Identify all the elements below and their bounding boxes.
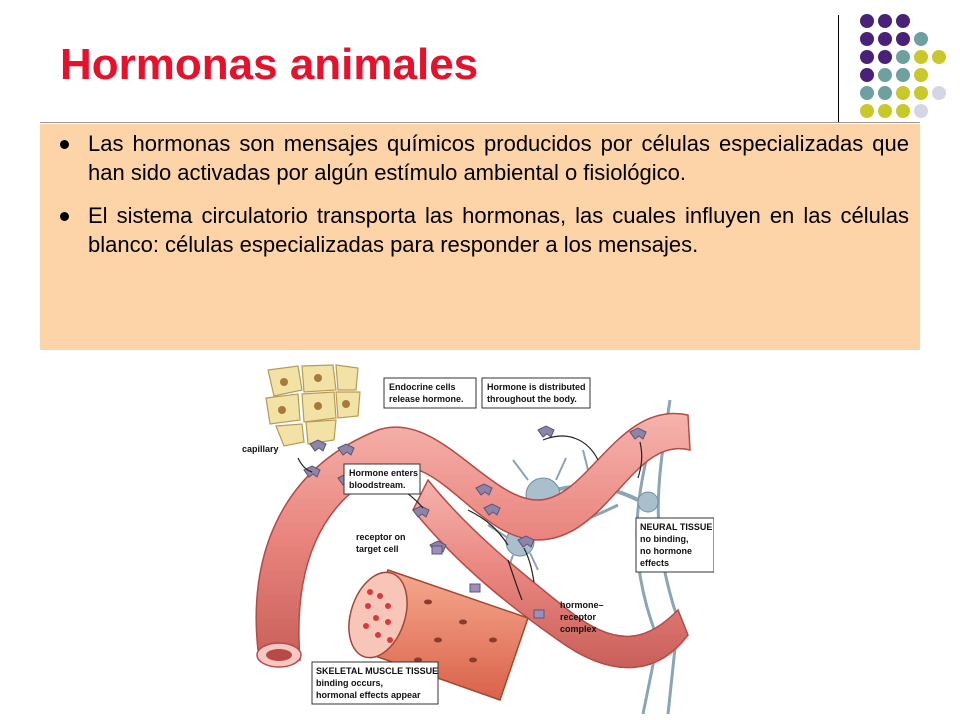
deco-dot bbox=[878, 68, 892, 82]
label-enters bbox=[344, 464, 420, 494]
deco-dot bbox=[878, 50, 892, 64]
label-neural-line1: NEURAL TISSUE bbox=[640, 522, 713, 532]
label-distributed-line2: throughout the body. bbox=[487, 394, 577, 404]
label-neural-line3: no hormone bbox=[640, 546, 692, 556]
header-vertical-divider bbox=[838, 15, 839, 123]
label-complex-line1: hormone– bbox=[560, 600, 604, 610]
deco-dot bbox=[878, 104, 892, 118]
bullet-item bbox=[88, 201, 909, 259]
label-muscle-line2: binding occurs, bbox=[316, 678, 384, 688]
endocrine-cells bbox=[266, 365, 360, 446]
decorative-dot-grid bbox=[850, 14, 950, 124]
deco-dot bbox=[878, 32, 892, 46]
deco-dot bbox=[860, 86, 874, 100]
bullet-dot bbox=[60, 140, 69, 149]
deco-dot bbox=[860, 50, 874, 64]
bullet-dot bbox=[60, 212, 69, 221]
deco-dot bbox=[878, 14, 892, 28]
label-muscle bbox=[312, 662, 438, 704]
label-distributed bbox=[482, 378, 590, 408]
deco-dot bbox=[914, 50, 928, 64]
deco-dot bbox=[896, 104, 910, 118]
bullet-item bbox=[88, 129, 909, 187]
slide-title: Hormonas animales bbox=[60, 40, 479, 89]
label-endocrine-line1: Endocrine cells bbox=[389, 382, 456, 392]
header-horizontal-divider bbox=[40, 122, 920, 123]
deco-dot bbox=[914, 32, 928, 46]
bullet-text: El sistema circulatorio transporta las hormonas, las cuales influyen en las células blanco: células especializadas para responder a los mensajes. bbox=[88, 203, 909, 257]
label-capillary: capillary bbox=[242, 444, 279, 454]
deco-dot bbox=[860, 68, 874, 82]
content-box bbox=[40, 124, 920, 350]
deco-dot bbox=[914, 86, 928, 100]
deco-dot bbox=[896, 68, 910, 82]
label-enters-line1: Hormone enters bbox=[349, 468, 419, 478]
label-complex-line2: receptor bbox=[560, 612, 597, 622]
deco-dot bbox=[860, 104, 874, 118]
deco-dot bbox=[896, 14, 910, 28]
deco-dot bbox=[932, 50, 946, 64]
deco-dot bbox=[896, 86, 910, 100]
deco-dot bbox=[914, 68, 928, 82]
label-muscle-line3: hormonal effects appear bbox=[316, 690, 421, 700]
deco-dot bbox=[860, 32, 874, 46]
deco-dot bbox=[878, 86, 892, 100]
label-neural bbox=[636, 518, 714, 572]
label-endocrine-line2: release hormone. bbox=[389, 394, 464, 404]
hormone-diagram-svg bbox=[238, 360, 714, 714]
label-receptor bbox=[356, 532, 406, 554]
label-enters-line2: bloodstream. bbox=[349, 480, 406, 490]
label-endocrine bbox=[384, 378, 476, 408]
deco-dot bbox=[932, 86, 946, 100]
label-receptor-line2: target cell bbox=[356, 544, 399, 554]
label-neural-line4: effects bbox=[640, 558, 670, 568]
label-neural-line2: no binding, bbox=[640, 534, 689, 544]
deco-dot bbox=[896, 50, 910, 64]
deco-dot bbox=[896, 32, 910, 46]
label-muscle-line1: SKELETAL MUSCLE TISSUE bbox=[316, 666, 439, 676]
deco-dot bbox=[914, 104, 928, 118]
label-complex-line3: complex bbox=[560, 624, 597, 634]
deco-dot bbox=[860, 14, 874, 28]
bullet-text: Las hormonas son mensajes químicos producidos por células especializadas que han sido activadas por algún estímulo ambiental o fisiológico. bbox=[88, 131, 909, 185]
label-receptor-line1: receptor on bbox=[356, 532, 406, 542]
hormone-diagram bbox=[238, 360, 714, 714]
label-distributed-line1: Hormone is distributed bbox=[487, 382, 586, 392]
